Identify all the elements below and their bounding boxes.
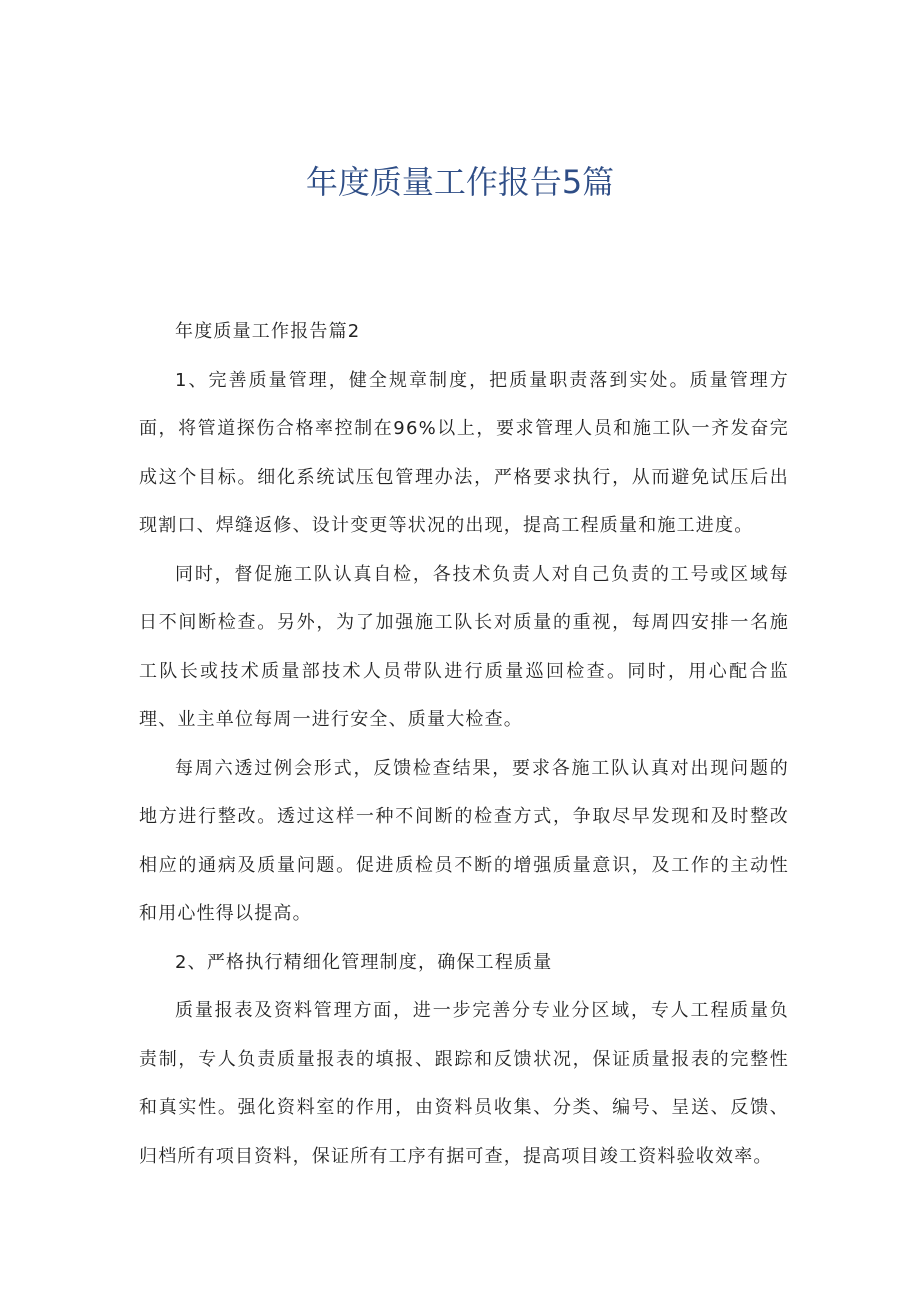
paragraph-3: 每周六透过例会形式，反馈检查结果，要求各施工队认真对出现问题的地方进行整改。透过这样一种不间断的检查方式，争取尽早发现和及时整改相应的通病及质量问题。促进质检员不断的增强质量意识，及工作的主动性和用心性得以提高。: [139, 757, 789, 924]
page-title: 年度质量工作报告5篇: [305, 163, 615, 201]
subheading-2: 2、严格执行精细化管理制度，确保工程质量: [175, 951, 553, 973]
document-body: [139, 308, 789, 1181]
paragraph-2: 同时，督促施工队认真自检，各技术负责人对自己负责的工号或区域每日不间断检查。另外，为了加强施工队长对质量的重视，每周四安排一名施工队长或技术质量部技术人员带队进行质量巡回检查。同时，用心配合监理、业主单位每周一进行安全、质量大检查。: [139, 563, 789, 730]
paragraph-4: 质量报表及资料管理方面，进一步完善分专业分区域，专人工程质量负责制，专人负责质量报表的填报、跟踪和反馈状况，保证质量报表的完整性和真实性。强化资料室的作用，由资料员收集、分类、编号、呈送、反馈、归档所有项目资料，保证所有工序有据可查，提高项目竣工资料验收效率。: [139, 1000, 789, 1167]
section-heading: 年度质量工作报告篇2: [175, 321, 361, 342]
paragraph-1: 1、完善质量管理，健全规章制度，把质量职责落到实处。质量管理方面，将管道探伤合格率控制在96%以上，要求管理人员和施工队一齐发奋完成这个目标。细化系统试压包管理办法，严格要求执行，从而避免试压后出现割口、焊缝返修、设计变更等状况的出现，提高工程质量和施工进度。: [139, 369, 789, 536]
